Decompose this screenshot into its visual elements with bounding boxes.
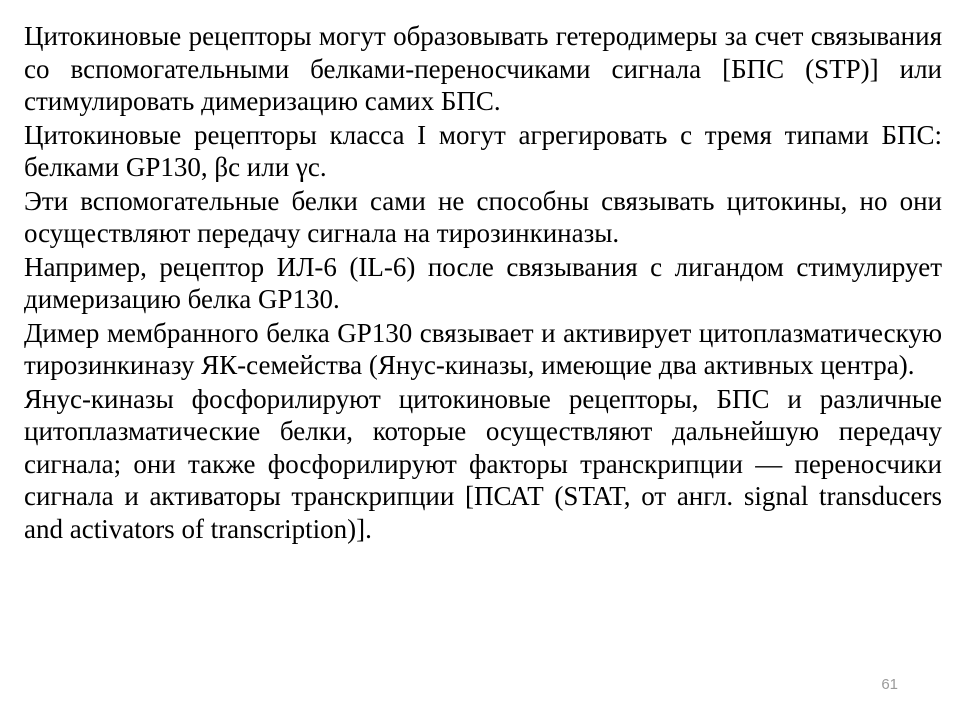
slide-body-text	[24, 20, 942, 546]
paragraph-gp130-dimer: Димер мембранного белка GP130 связывает и активирует цитоплазматическую тирозинкиназу ЯК-семейства (Янус-киназы, имеющие два активных центра).	[24, 317, 942, 380]
page-number: 61	[881, 676, 898, 693]
paragraph-class-i-receptors: Цитокиновые рецепторы класса I могут агрегировать с тремя типами БПС: белками GP130, βc или γc.	[24, 119, 942, 182]
paragraph-heterodimers: Цитокиновые рецепторы могут образовывать гетеродимеры за счет связывания со вспомогательными белками-переносчиками сигнала [БПС (STP)] или стимулировать димеризацию самих БПС.	[24, 21, 942, 116]
paragraph-janus-kinases: Янус-киназы фосфорилируют цитокиновые рецепторы, БПС и различные цитоплазматические белки, которые осуществляют дальнейшую передачу сигнала; они также фосфорилируют факторы транскрипции — переносчики сигнала и активаторы транскрипции [ПСАТ (STAT, от англ. signal transducers and activators of transcription)].	[24, 383, 942, 544]
paragraph-auxiliary-proteins: Эти вспомогательные белки сами не способны связывать цитокины, но они осуществляют передачу сигнала на тирозинкиназы.	[24, 185, 942, 248]
paragraph-il6-example: Например, рецептор ИЛ-6 (IL-6) после связывания с лигандом стимулирует димеризацию белка GP130.	[24, 251, 942, 314]
